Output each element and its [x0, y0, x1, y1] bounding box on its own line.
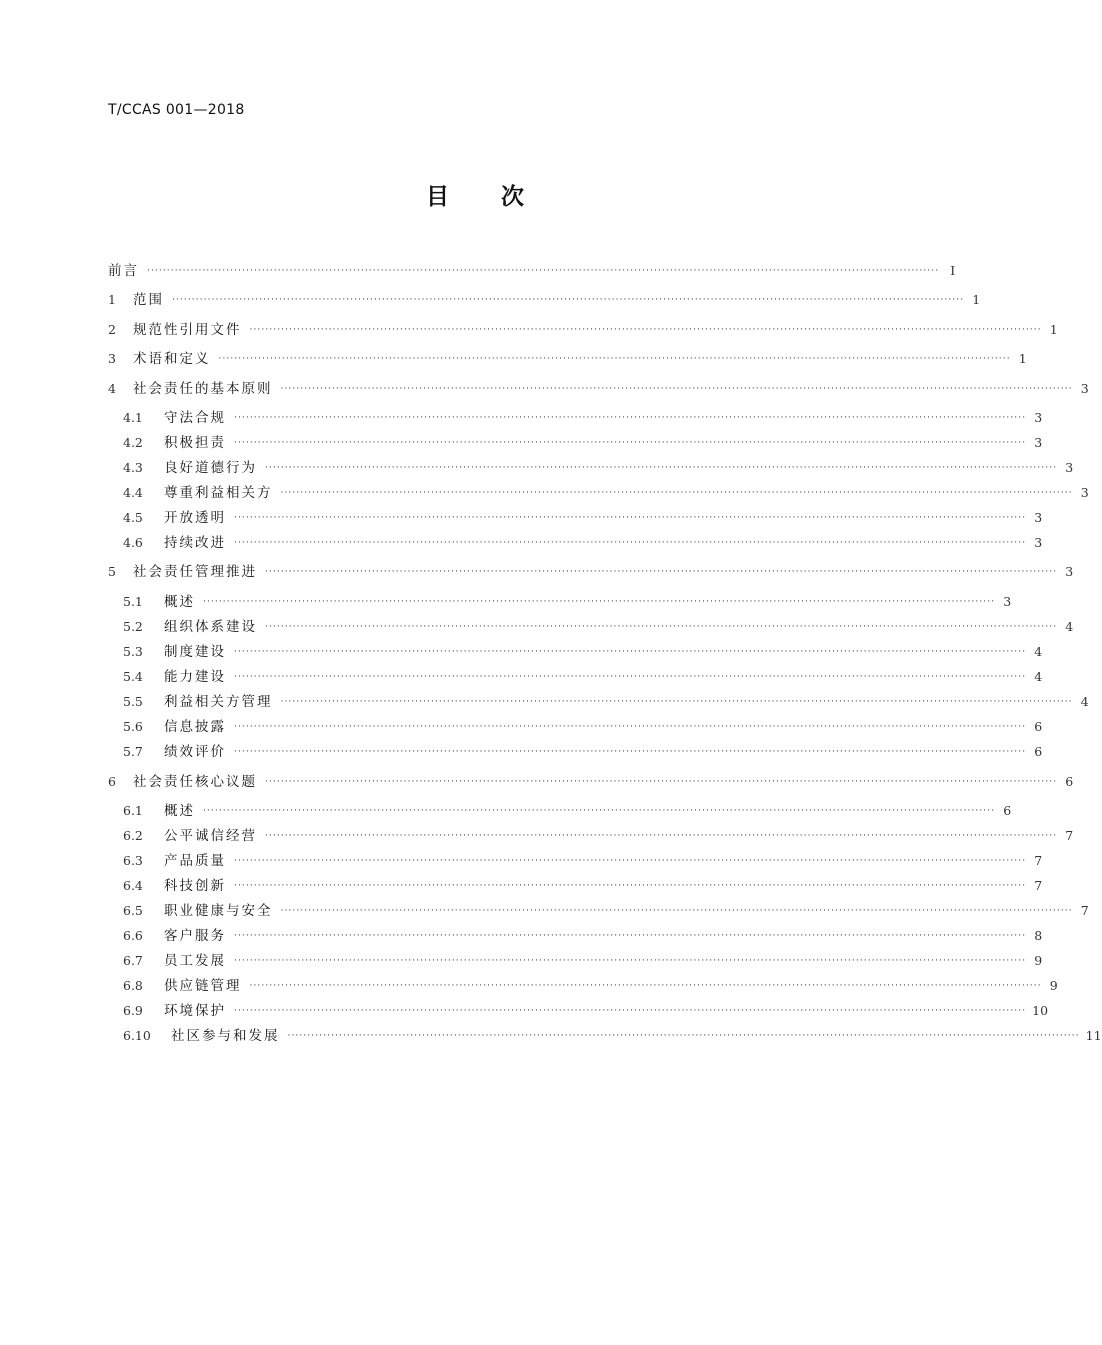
toc-entry-page: 4 — [1034, 669, 1043, 684]
toc-entry-label: 术语和定义 — [133, 351, 211, 367]
toc-entry[interactable] — [123, 901, 1089, 921]
toc-leader-dots: ········································································································································································································ — [218, 354, 1011, 364]
toc-entry[interactable] — [123, 592, 1012, 612]
toc-entry-label: 环境保护 — [164, 1003, 226, 1019]
toc-entry-number: 5.3 — [123, 644, 143, 659]
toc-leader-dots: ········································································································································································································ — [265, 777, 1058, 787]
toc-entry-label: 社会责任管理推进 — [133, 564, 257, 580]
toc-entry[interactable] — [123, 1001, 1049, 1021]
toc-entry[interactable] — [123, 876, 1043, 896]
toc-entry-number: 4.3 — [123, 460, 143, 475]
toc-entry-number: 6.1 — [123, 803, 143, 818]
toc-entry-number: 5.2 — [123, 619, 143, 634]
toc-entry[interactable] — [123, 1026, 1102, 1046]
toc-leader-dots: ········································································································································································································ — [280, 488, 1073, 498]
toc-entry-number: 5.1 — [123, 594, 143, 609]
toc-entry-page: 6 — [1034, 744, 1043, 759]
toc-entry-label: 信息披露 — [164, 719, 226, 735]
toc-entry-page: 1 — [1018, 351, 1027, 366]
toc-entry-number: 4.5 — [123, 510, 143, 525]
toc-entry-page: 3 — [1034, 435, 1043, 450]
toc-entry-label: 前言 — [108, 263, 139, 279]
toc-entry-number: 6.2 — [123, 828, 143, 843]
toc-entry-number: 4 — [108, 381, 116, 396]
toc-entry-label: 开放透明 — [164, 510, 226, 526]
toc-entry[interactable] — [123, 667, 1043, 687]
toc-entry[interactable] — [123, 617, 1074, 637]
toc-leader-dots: ········································································································································································································ — [234, 747, 1027, 757]
toc-entry[interactable] — [123, 851, 1043, 871]
toc-entry[interactable] — [123, 433, 1043, 453]
toc-entry-page: 4 — [1065, 619, 1074, 634]
toc-entry-page: 9 — [1049, 978, 1058, 993]
toc-entry-number: 4.2 — [123, 435, 143, 450]
toc-entry-number: 6.5 — [123, 903, 143, 918]
toc-entry-label: 规范性引用文件 — [133, 322, 242, 338]
toc-entry-number: 1 — [108, 292, 116, 307]
toc-entry-label: 范围 — [133, 292, 164, 308]
page-title-left: 目 — [426, 184, 449, 210]
toc-entry[interactable] — [123, 926, 1043, 946]
toc-entry-page: 3 — [1034, 410, 1043, 425]
toc-entry-label: 绩效评价 — [164, 744, 226, 760]
toc-entry[interactable] — [108, 562, 1074, 582]
toc-entry-page: 7 — [1065, 828, 1074, 843]
toc-entry-label: 能力建设 — [164, 669, 226, 685]
toc-entry-page: 1 — [1049, 322, 1058, 337]
toc-entry[interactable] — [108, 261, 956, 281]
toc-entry[interactable] — [123, 642, 1043, 662]
toc-leader-dots: ········································································································································································································ — [265, 622, 1058, 632]
toc-leader-dots: ········································································································································································································ — [234, 438, 1027, 448]
toc-entry-label: 制度建设 — [164, 644, 226, 660]
toc-leader-dots: ········································································································································································································ — [280, 697, 1073, 707]
toc-entry[interactable] — [108, 320, 1058, 340]
toc-entry-page: 6 — [1065, 774, 1074, 789]
toc-entry-label: 客户服务 — [164, 928, 226, 944]
toc-entry-number: 4.4 — [123, 485, 143, 500]
toc-entry[interactable] — [108, 349, 1027, 369]
toc-entry[interactable] — [123, 508, 1043, 528]
toc-entry-label: 社会责任的基本原则 — [133, 381, 273, 397]
toc-entry-page: 8 — [1034, 928, 1043, 943]
toc-leader-dots: ········································································································································································································ — [280, 384, 1073, 394]
toc-entry-page: 6 — [1034, 719, 1043, 734]
toc-leader-dots: ········································································································································································································ — [234, 413, 1027, 423]
toc-entry[interactable] — [123, 826, 1074, 846]
toc-entry-label: 供应链管理 — [164, 978, 242, 994]
toc-entry-number: 4.1 — [123, 410, 143, 425]
toc-entry-number: 6.7 — [123, 953, 143, 968]
toc-entry-label: 持续改进 — [164, 535, 226, 551]
toc-entry-page: 9 — [1034, 953, 1043, 968]
toc-entry-page: 3 — [1080, 381, 1089, 396]
toc-entry-page: 3 — [1034, 535, 1043, 550]
toc-entry[interactable] — [123, 692, 1089, 712]
toc-entry[interactable] — [123, 717, 1043, 737]
toc-entry-number: 6.9 — [123, 1003, 143, 1018]
toc-entry-number: 6 — [108, 774, 116, 789]
toc-entry-page: Ⅰ — [950, 263, 956, 278]
toc-entry-number: 6.8 — [123, 978, 143, 993]
toc-leader-dots: ········································································································································································································ — [249, 325, 1042, 335]
toc-entry-label: 良好道德行为 — [164, 460, 257, 476]
toc-leader-dots: ········································································································································································································ — [203, 806, 996, 816]
toc-entry-label: 科技创新 — [164, 878, 226, 894]
toc-entry-number: 3 — [108, 351, 116, 366]
toc-leader-dots: ········································································································································································································ — [234, 1006, 1027, 1016]
toc-entry-page: 3 — [1003, 594, 1012, 609]
toc-leader-dots: ········································································································································································································ — [234, 513, 1027, 523]
toc-leader-dots: ········································································································································································································ — [265, 567, 1058, 577]
toc-entry-page: 10 — [1032, 1003, 1049, 1018]
toc-leader-dots: ········································································································································································································ — [265, 463, 1058, 473]
document-code: T/CCAS 001—2018 — [108, 102, 245, 118]
toc-entry-label: 社会责任核心议题 — [133, 774, 257, 790]
toc-entry[interactable] — [123, 801, 1012, 821]
toc-entry-number: 5.6 — [123, 719, 143, 734]
toc-leader-dots: ········································································································································································································ — [147, 266, 940, 276]
toc-entry[interactable] — [123, 976, 1058, 996]
toc-entry-number: 6.3 — [123, 853, 143, 868]
toc-entry-label: 积极担责 — [164, 435, 226, 451]
toc-entry-page: 4 — [1034, 644, 1043, 659]
toc-entry[interactable] — [108, 379, 1089, 399]
toc-entry[interactable] — [108, 772, 1074, 792]
toc-leader-dots: ········································································································································································································ — [234, 856, 1027, 866]
toc-entry-label: 公平诚信经营 — [164, 828, 257, 844]
toc-leader-dots: ········································································································································································································ — [172, 295, 965, 305]
toc-leader-dots: ········································································································································································································ — [287, 1031, 1080, 1041]
toc-entry-label: 产品质量 — [164, 853, 226, 869]
toc-entry-number: 6.4 — [123, 878, 143, 893]
toc-entry-page: 4 — [1080, 694, 1089, 709]
toc-leader-dots: ········································································································································································································ — [234, 538, 1027, 548]
toc-entry[interactable] — [123, 742, 1043, 762]
toc-leader-dots: ········································································································································································································ — [234, 881, 1027, 891]
toc-entry-label: 尊重利益相关方 — [164, 485, 273, 501]
toc-entry-number: 4.6 — [123, 535, 143, 550]
toc-entry-label: 利益相关方管理 — [164, 694, 273, 710]
toc-entry-number: 5.7 — [123, 744, 143, 759]
toc-leader-dots: ········································································································································································································ — [234, 722, 1027, 732]
toc-entry-label: 职业健康与安全 — [164, 903, 273, 919]
toc-leader-dots: ········································································································································································································ — [234, 931, 1027, 941]
toc-entry-label: 概述 — [164, 594, 195, 610]
toc-entry-page: 7 — [1034, 878, 1043, 893]
toc-entry[interactable] — [123, 533, 1043, 553]
toc-leader-dots: ········································································································································································································ — [203, 597, 996, 607]
toc-entry-page: 3 — [1080, 485, 1089, 500]
toc-entry-label: 守法合规 — [164, 410, 226, 426]
toc-entry[interactable] — [123, 951, 1043, 971]
page-title-right: 次 — [501, 184, 524, 210]
toc-entry[interactable] — [108, 290, 981, 310]
toc-entry[interactable] — [123, 483, 1089, 503]
toc-leader-dots: ········································································································································································································ — [234, 956, 1027, 966]
toc-leader-dots: ········································································································································································································ — [265, 831, 1058, 841]
toc-leader-dots: ········································································································································································································ — [280, 906, 1073, 916]
toc-entry-page: 6 — [1003, 803, 1012, 818]
toc-entry[interactable] — [123, 458, 1074, 478]
toc-entry-number: 2 — [108, 322, 116, 337]
toc-entry-page: 3 — [1034, 510, 1043, 525]
toc-entry-page: 11 — [1085, 1028, 1102, 1043]
toc-entry-number: 5.5 — [123, 694, 143, 709]
toc-entry-label: 组织体系建设 — [164, 619, 257, 635]
toc-entry-page: 3 — [1065, 460, 1074, 475]
toc-entry-label: 员工发展 — [164, 953, 226, 969]
toc-leader-dots: ········································································································································································································ — [234, 672, 1027, 682]
toc-entry-label: 社区参与和发展 — [171, 1028, 280, 1044]
toc-entry-number: 5 — [108, 564, 116, 579]
toc-entry-number: 6.6 — [123, 928, 143, 943]
toc-entry-page: 7 — [1080, 903, 1089, 918]
toc-leader-dots: ········································································································································································································ — [234, 647, 1027, 657]
toc-entry-page: 3 — [1065, 564, 1074, 579]
toc-entry-number: 6.10 — [123, 1028, 151, 1043]
toc-entry-page: 1 — [972, 292, 981, 307]
toc-entry-label: 概述 — [164, 803, 195, 819]
toc-leader-dots: ········································································································································································································ — [249, 981, 1042, 991]
toc-entry-page: 7 — [1034, 853, 1043, 868]
toc-entry[interactable] — [123, 408, 1043, 428]
toc-entry-number: 5.4 — [123, 669, 143, 684]
